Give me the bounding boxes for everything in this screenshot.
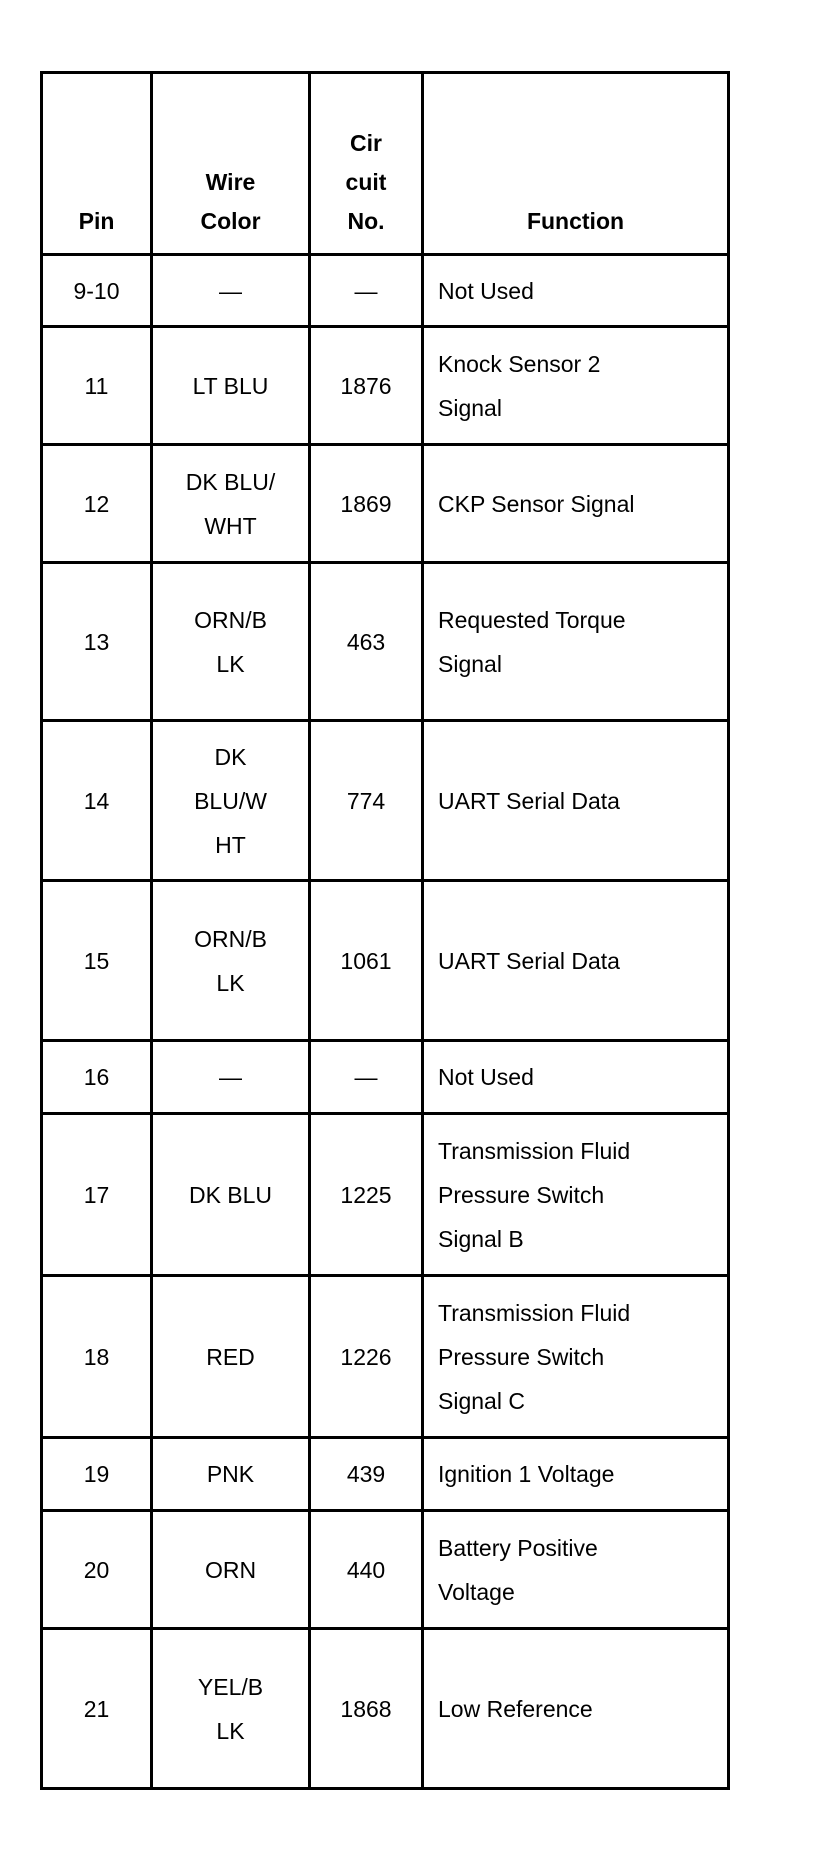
wire-color-cell: DK BLU/ WHT [152, 445, 310, 563]
table-row [42, 721, 729, 881]
function-cell: CKP Sensor Signal [423, 445, 729, 563]
header-row [42, 73, 729, 255]
circuit-no-cell: 774 [310, 721, 423, 881]
function-cell: Ignition 1 Voltage [423, 1438, 729, 1511]
function-cell: Low Reference [423, 1629, 729, 1789]
circuit-no-cell: — [310, 1041, 423, 1114]
function-cell: Not Used [423, 1041, 729, 1114]
circuit-no-cell: 1869 [310, 445, 423, 563]
wire-color-cell: PNK [152, 1438, 310, 1511]
circuit-no-cell: 463 [310, 563, 423, 721]
pin-cell: 14 [42, 721, 152, 881]
table-row [42, 1629, 729, 1789]
function-cell: Transmission Fluid Pressure Switch Signal C [423, 1276, 729, 1438]
header-wire-color: Wire Color [152, 73, 310, 255]
table-row [42, 327, 729, 445]
circuit-no-cell: 1876 [310, 327, 423, 445]
pin-cell: 9-10 [42, 255, 152, 327]
wire-color-cell: LT BLU [152, 327, 310, 445]
pin-cell: 17 [42, 1114, 152, 1276]
table-row [42, 1041, 729, 1114]
table-row [42, 563, 729, 721]
function-cell: Battery Positive Voltage [423, 1511, 729, 1629]
wire-color-cell: DK BLU [152, 1114, 310, 1276]
circuit-no-cell: 439 [310, 1438, 423, 1511]
table-row [42, 255, 729, 327]
pin-cell: 16 [42, 1041, 152, 1114]
pin-cell: 12 [42, 445, 152, 563]
function-cell: Knock Sensor 2 Signal [423, 327, 729, 445]
wire-color-cell: ORN/B LK [152, 563, 310, 721]
table-row [42, 1511, 729, 1629]
function-cell: Not Used [423, 255, 729, 327]
circuit-no-cell: 1061 [310, 881, 423, 1041]
table-row [42, 881, 729, 1041]
pin-cell: 15 [42, 881, 152, 1041]
function-cell: Transmission Fluid Pressure Switch Signal B [423, 1114, 729, 1276]
circuit-no-cell: — [310, 255, 423, 327]
wire-color-cell: YEL/B LK [152, 1629, 310, 1789]
table-row [42, 1114, 729, 1276]
header-circuit-no: Cir cuit No. [310, 73, 423, 255]
wire-color-cell: ORN [152, 1511, 310, 1629]
function-cell: Requested Torque Signal [423, 563, 729, 721]
wire-color-cell: — [152, 1041, 310, 1114]
table-row [42, 1438, 729, 1511]
connector-pinout-table [40, 71, 730, 1790]
pin-cell: 21 [42, 1629, 152, 1789]
circuit-no-cell: 440 [310, 1511, 423, 1629]
function-cell: UART Serial Data [423, 721, 729, 881]
wire-color-cell: — [152, 255, 310, 327]
circuit-no-cell: 1868 [310, 1629, 423, 1789]
pin-cell: 19 [42, 1438, 152, 1511]
circuit-no-cell: 1225 [310, 1114, 423, 1276]
circuit-no-cell: 1226 [310, 1276, 423, 1438]
header-pin: Pin [42, 73, 152, 255]
pin-cell: 13 [42, 563, 152, 721]
wire-color-cell: RED [152, 1276, 310, 1438]
pin-cell: 11 [42, 327, 152, 445]
table-row [42, 1276, 729, 1438]
wire-color-cell: ORN/B LK [152, 881, 310, 1041]
table-row [42, 445, 729, 563]
pin-cell: 18 [42, 1276, 152, 1438]
header-function: Function [423, 73, 729, 255]
wire-color-cell: DK BLU/W HT [152, 721, 310, 881]
function-cell: UART Serial Data [423, 881, 729, 1041]
pin-cell: 20 [42, 1511, 152, 1629]
